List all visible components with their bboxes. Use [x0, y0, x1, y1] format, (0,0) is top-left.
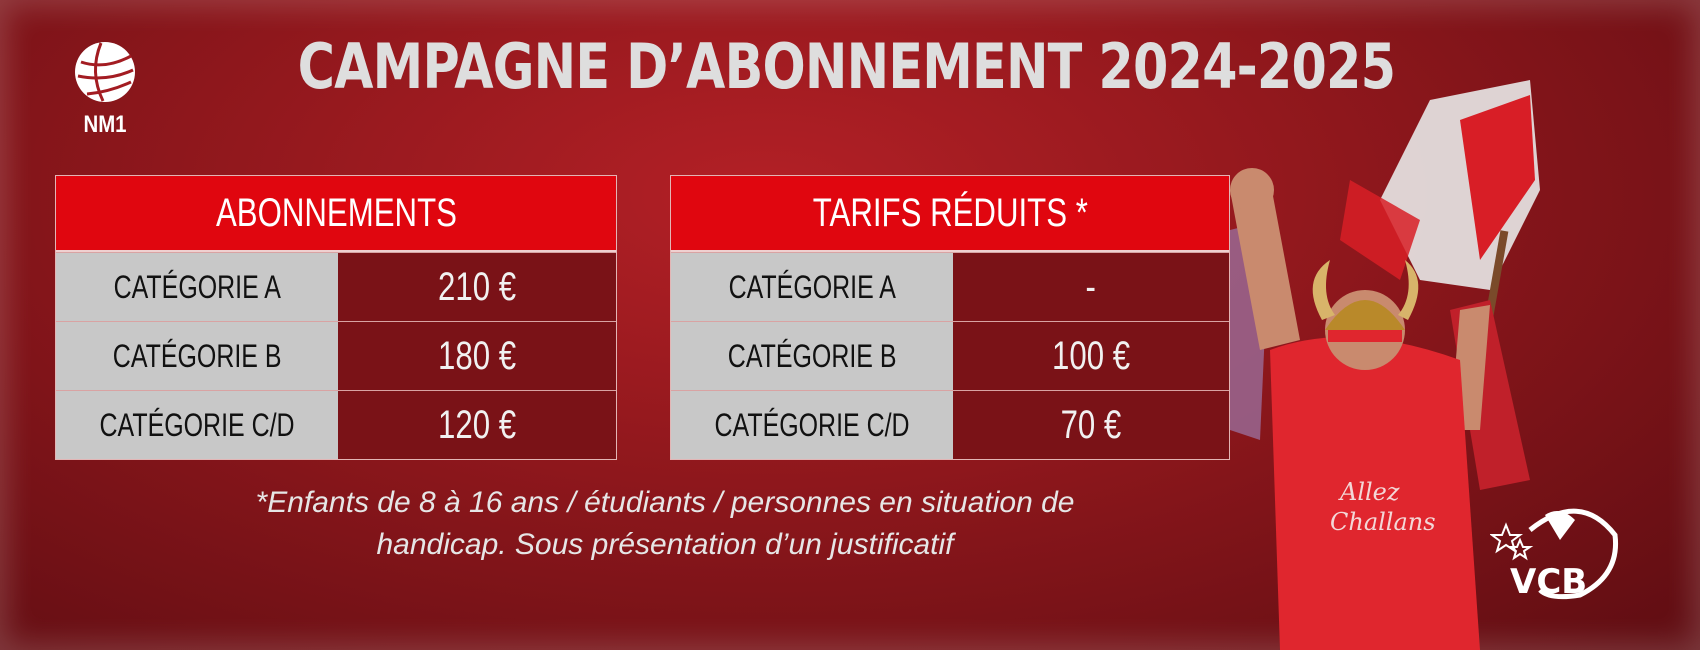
price-cell: - [953, 253, 1229, 321]
category-cell: CATÉGORIE C/D [671, 391, 953, 459]
footnote-line-1: *Enfants de 8 à 16 ans / étudiants / personnes en situation de [255, 486, 1075, 519]
price-cell: 100 € [953, 322, 1229, 390]
league-label: NM1 [83, 111, 127, 138]
nm1-logo [68, 40, 142, 139]
abonnements-header: ABONNEMENTS [56, 176, 616, 252]
footnote-line-2: handicap. Sous présentation d’un justificatif [376, 528, 954, 561]
price-cell: 70 € [953, 391, 1229, 459]
abonnements-table [55, 175, 617, 460]
table-row [671, 390, 1229, 459]
svg-text:Allez: Allez [1340, 478, 1400, 506]
svg-text:VCB: VCB [1510, 562, 1588, 602]
svg-text:Challans: Challans [1330, 508, 1436, 536]
tarifs-reduits-header: TARIFS RÉDUITS * [671, 176, 1229, 252]
category-cell: CATÉGORIE B [671, 322, 953, 390]
category-cell: CATÉGORIE A [56, 253, 338, 321]
basketball-icon [73, 40, 137, 104]
table-row [671, 252, 1229, 321]
category-cell: CATÉGORIE A [671, 253, 953, 321]
tarifs-reduits-table [670, 175, 1230, 460]
price-cell: 120 € [338, 391, 616, 459]
price-cell: 180 € [338, 322, 616, 390]
footnote [200, 482, 1130, 566]
page-title: CAMPAGNE D’ABONNEMENT 2024-2025 [297, 30, 1396, 103]
table-row [671, 321, 1229, 390]
table-row [56, 390, 616, 459]
table-row [56, 252, 616, 321]
category-cell: CATÉGORIE B [56, 322, 338, 390]
price-cell: 210 € [338, 253, 616, 321]
category-cell: CATÉGORIE C/D [56, 391, 338, 459]
vcb-logo [1490, 495, 1630, 605]
table-row [56, 321, 616, 390]
